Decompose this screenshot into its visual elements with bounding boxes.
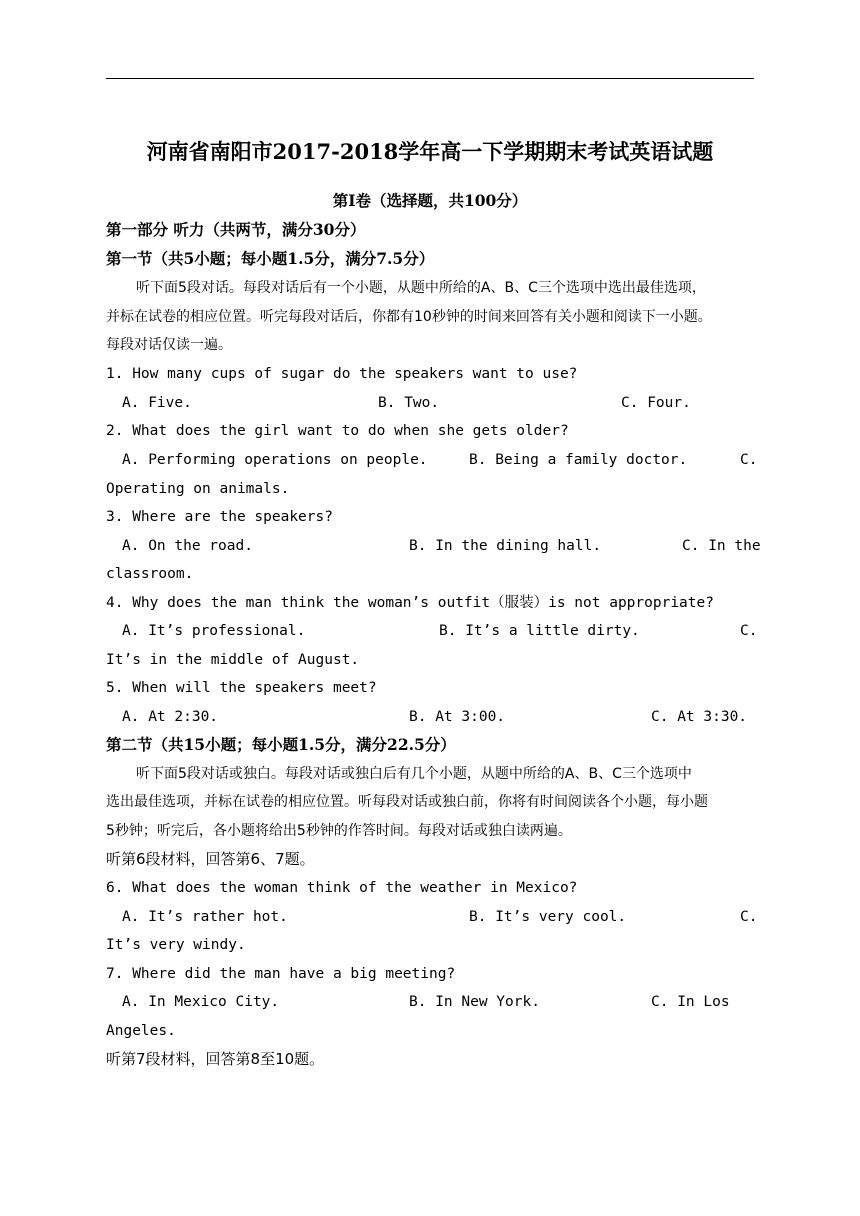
option-b: B. In New York.	[409, 994, 540, 1010]
option-a: A. Performing operations on people.	[122, 452, 428, 468]
option-c-continuation: classroom.	[106, 566, 194, 582]
option-a: A. At 2:30.	[122, 709, 219, 725]
option-b: B. It’s very cool.	[469, 909, 627, 925]
option-b: B. At 3:00.	[409, 709, 506, 725]
question-stem: 6. What does the woman think of the weather in Mexico?	[106, 880, 578, 896]
option-c: C. In the	[682, 538, 761, 554]
option-c: C.	[740, 909, 758, 925]
section2-instruction-line: 听下面5段对话或独白。每段对话或独白后有几个小题，从题中所给的A、B、C三个选项中	[136, 766, 692, 782]
option-a: A. In Mexico City.	[122, 994, 280, 1010]
section1-instruction-line: 听下面5段对话。每段对话后有一个小题，从题中所给的A、B、C三个选项中选出最佳选项，	[136, 280, 706, 296]
option-c: C. At 3:30.	[651, 709, 748, 725]
option-a: A. Five.	[122, 395, 192, 411]
part1-heading: 第一部分 听力（共两节，满分30分）	[106, 220, 366, 239]
section2-instruction-line: 选出最佳选项，并标在试卷的相应位置。听每段对话或独白前，你将有时间阅读各个小题，每小题	[106, 794, 708, 810]
option-a: A. On the road.	[122, 538, 253, 554]
option-b: B. Two.	[378, 395, 440, 411]
question-stem: 3. Where are the speakers?	[106, 509, 333, 525]
option-c: C. Four.	[621, 395, 691, 411]
material-note: 听第7段材料，回答第8至10题。	[106, 1050, 325, 1068]
volume-heading: 第I卷（选择题，共100分）	[332, 191, 528, 210]
material-note: 听第6段材料，回答第6、7题。	[106, 850, 315, 868]
option-c-continuation: Operating on animals.	[106, 481, 290, 497]
option-b: B. It’s a little dirty.	[439, 623, 640, 639]
option-c: C.	[740, 623, 758, 639]
option-c-continuation: It’s very windy.	[106, 937, 246, 953]
header-rule	[106, 78, 754, 79]
question-stem: 4. Why does the man think the woman’s outfit（服装）is not appropriate?	[106, 595, 714, 611]
option-a: A. It’s rather hot.	[122, 909, 288, 925]
option-a: A. It’s professional.	[122, 623, 306, 639]
option-c-continuation: Angeles.	[106, 1023, 176, 1039]
question-stem: 1. How many cups of sugar do the speakers want to use?	[106, 366, 578, 382]
page-title: 河南省南阳市2017-2018学年高一下学期期末考试英语试题	[146, 139, 714, 164]
section2-instruction-line: 5秒钟；听完后，各小题将给出5秒钟的作答时间。每段对话或独白读两遍。	[106, 823, 572, 839]
question-stem: 5. When will the speakers meet?	[106, 680, 377, 696]
section1-instruction-line: 每段对话仅读一遍。	[106, 337, 232, 353]
question-stem: 7. Where did the man have a big meeting?	[106, 966, 456, 982]
option-b: B. In the dining hall.	[409, 538, 602, 554]
section2-heading: 第二节（共15小题；每小题1.5分，满分22.5分）	[106, 735, 456, 754]
section1-instruction-line: 并标在试卷的相应位置。听完每段对话后，你都有10秒钟的时间来回答有关小题和阅读下一小题。	[106, 309, 712, 325]
option-c-continuation: It’s in the middle of August.	[106, 652, 360, 668]
option-c: C. In Los	[651, 994, 730, 1010]
section1-heading: 第一节（共5小题；每小题1.5分，满分7.5分）	[106, 249, 435, 268]
option-c: C.	[740, 452, 758, 468]
question-stem: 2. What does the girl want to do when she gets older?	[106, 423, 569, 439]
option-b: B. Being a family doctor.	[469, 452, 688, 468]
